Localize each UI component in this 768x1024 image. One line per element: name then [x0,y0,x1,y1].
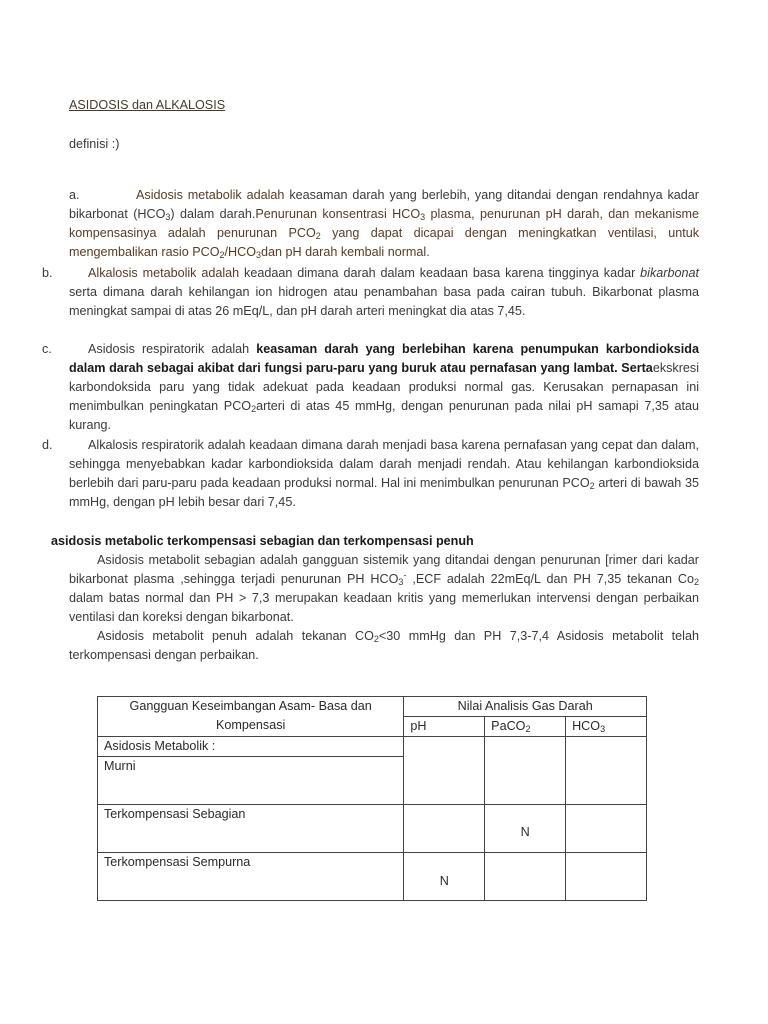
list-marker-a: a. [69,188,80,202]
table-cell [485,853,566,901]
paragraph-partial: Asidosis metabolit sebagian adalah gangguan sistemik yang ditandai dengan penurunan [rimer dari kadar bikarbonat plasma ,sehingga terjadi penurunan PH $HCO_3^-$ ,ECF adalah 22mEq/L dan PH 7,35 tekanan $Co_2$ dalam batas normal dan PH > 7,3 merupakan keadaan kritis yang memerlukan intervensi dengan perbaikan ventilasi dan koreksi dengan bikarbonat. [69,553,699,624]
table-cell [404,805,485,853]
list-marker-c: c. [42,342,52,356]
table-cell [566,853,647,901]
page-title: ASIDOSIS dan ALKALOSIS [69,98,226,112]
table-cell-sebagian-paco2: N [485,805,566,853]
list-item-a [42,186,699,262]
list-item-b [42,264,699,321]
table-row [98,853,647,901]
paragraph-full: Asidosis metabolit penuh adalah tekanan $CO_2<30$ mmHg dan PH 7,3-7,4 Asidosis metabolit telah terkompensasi dengan perbaikan. [69,629,699,662]
list-text-b: Alkalosis metabolik adalah keadaan dimana darah dalam keadaan basa karena tingginya kadar bikarbonat serta dimana darah kehilangan ion hidrogen atau penambahan basa pada cairan tubuh. Bikarbonat plasma meningkat sampai di atas 26 mEq/L, dan pH darah arteri meningkat dia atas 7,45. [69,266,699,318]
list-text-d: Alkalosis respiratorik adalah keadaan dimana darah menjadi basa karena pernafasan yang cepat dan dalam, sehingga menyebabkan kadar karbondioksida dalam darah menjadi rendah. Atau kehilangan karbondioksida berlebih dari paru-paru pada keadaan produksi normal. Hal ini menimbulkan penurunan $PCO_2$ arteri di bawah 35 mmHg, dengan pH lebih besar dari 7,45. [69,438,699,509]
table-cell [485,737,566,805]
table-row [98,805,647,853]
table-col-hco3: $HCO_3$ [566,717,647,737]
list-marker-d: d. [42,438,53,452]
list-text-a: Asidosis metabolik adalah keasaman darah yang berlebih, yang ditandai dengan rendahnya kadar bikarbonat $(HCO_3)$ dalam darah.Penurunan konsentrasi $HCO_3$ plasma, penurunan pH darah, dan mekanisme kompensasinya adalah penurunan $PCO_2$ yang dapat dicapai dengan meningkatkan ventilasi, untuk mengembalikan rasio $PCO_2/HCO_3dan$ pH darah kembali normal. [69,188,699,260]
table-col-ph: pH [404,717,485,737]
table-cell [566,737,647,805]
table-cell [566,805,647,853]
list-item-d [42,436,699,512]
table-header-disorder: Gangguan Keseimbangan Asam- Basa dan Kompensasi [98,697,404,737]
blood-gas-table [97,696,647,901]
table-cell-murni-label: Asidosis Metabolik : Murni [98,737,404,805]
compensation-paragraphs [69,551,699,665]
section-subheading: asidosis metabolic terkompensasi sebagian dan terkompensasi penuh [51,534,474,548]
table-cell-sebagian-label: Terkompensasi Sebagian [98,805,404,853]
table-cell-sempurna-ph: N [404,853,485,901]
list-item-c [42,340,699,435]
table-col-paco2: PaCO$_2$ [485,717,566,737]
definition-label: definisi :) [69,137,120,151]
list-text-c: Asidosis respiratorik adalah keasaman darah yang berlebihan karena penumpukan karbondioksida dalam darah sebagai akibat dari fungsi paru-paru yang buruk atau pernafasan yang lambat. Sertaekskresi karbondoksida paru yang tidak adekuat pada keadaan produksi normal gas. Kerusakan pernapasan ini menimbulkan peningkatan $PCO_2arteri$ di atas 45 mmHg, dengan penurunan pada nilai pH samapi 7,35 atau kurang. [69,342,699,432]
list-marker-b: b. [42,266,53,280]
table-cell [404,737,485,805]
table-cell-sempurna-label: Terkompensasi Sempurna [98,853,404,901]
table-row [98,737,647,805]
table-header-bloodgas: Nilai Analisis Gas Darah [404,697,647,717]
